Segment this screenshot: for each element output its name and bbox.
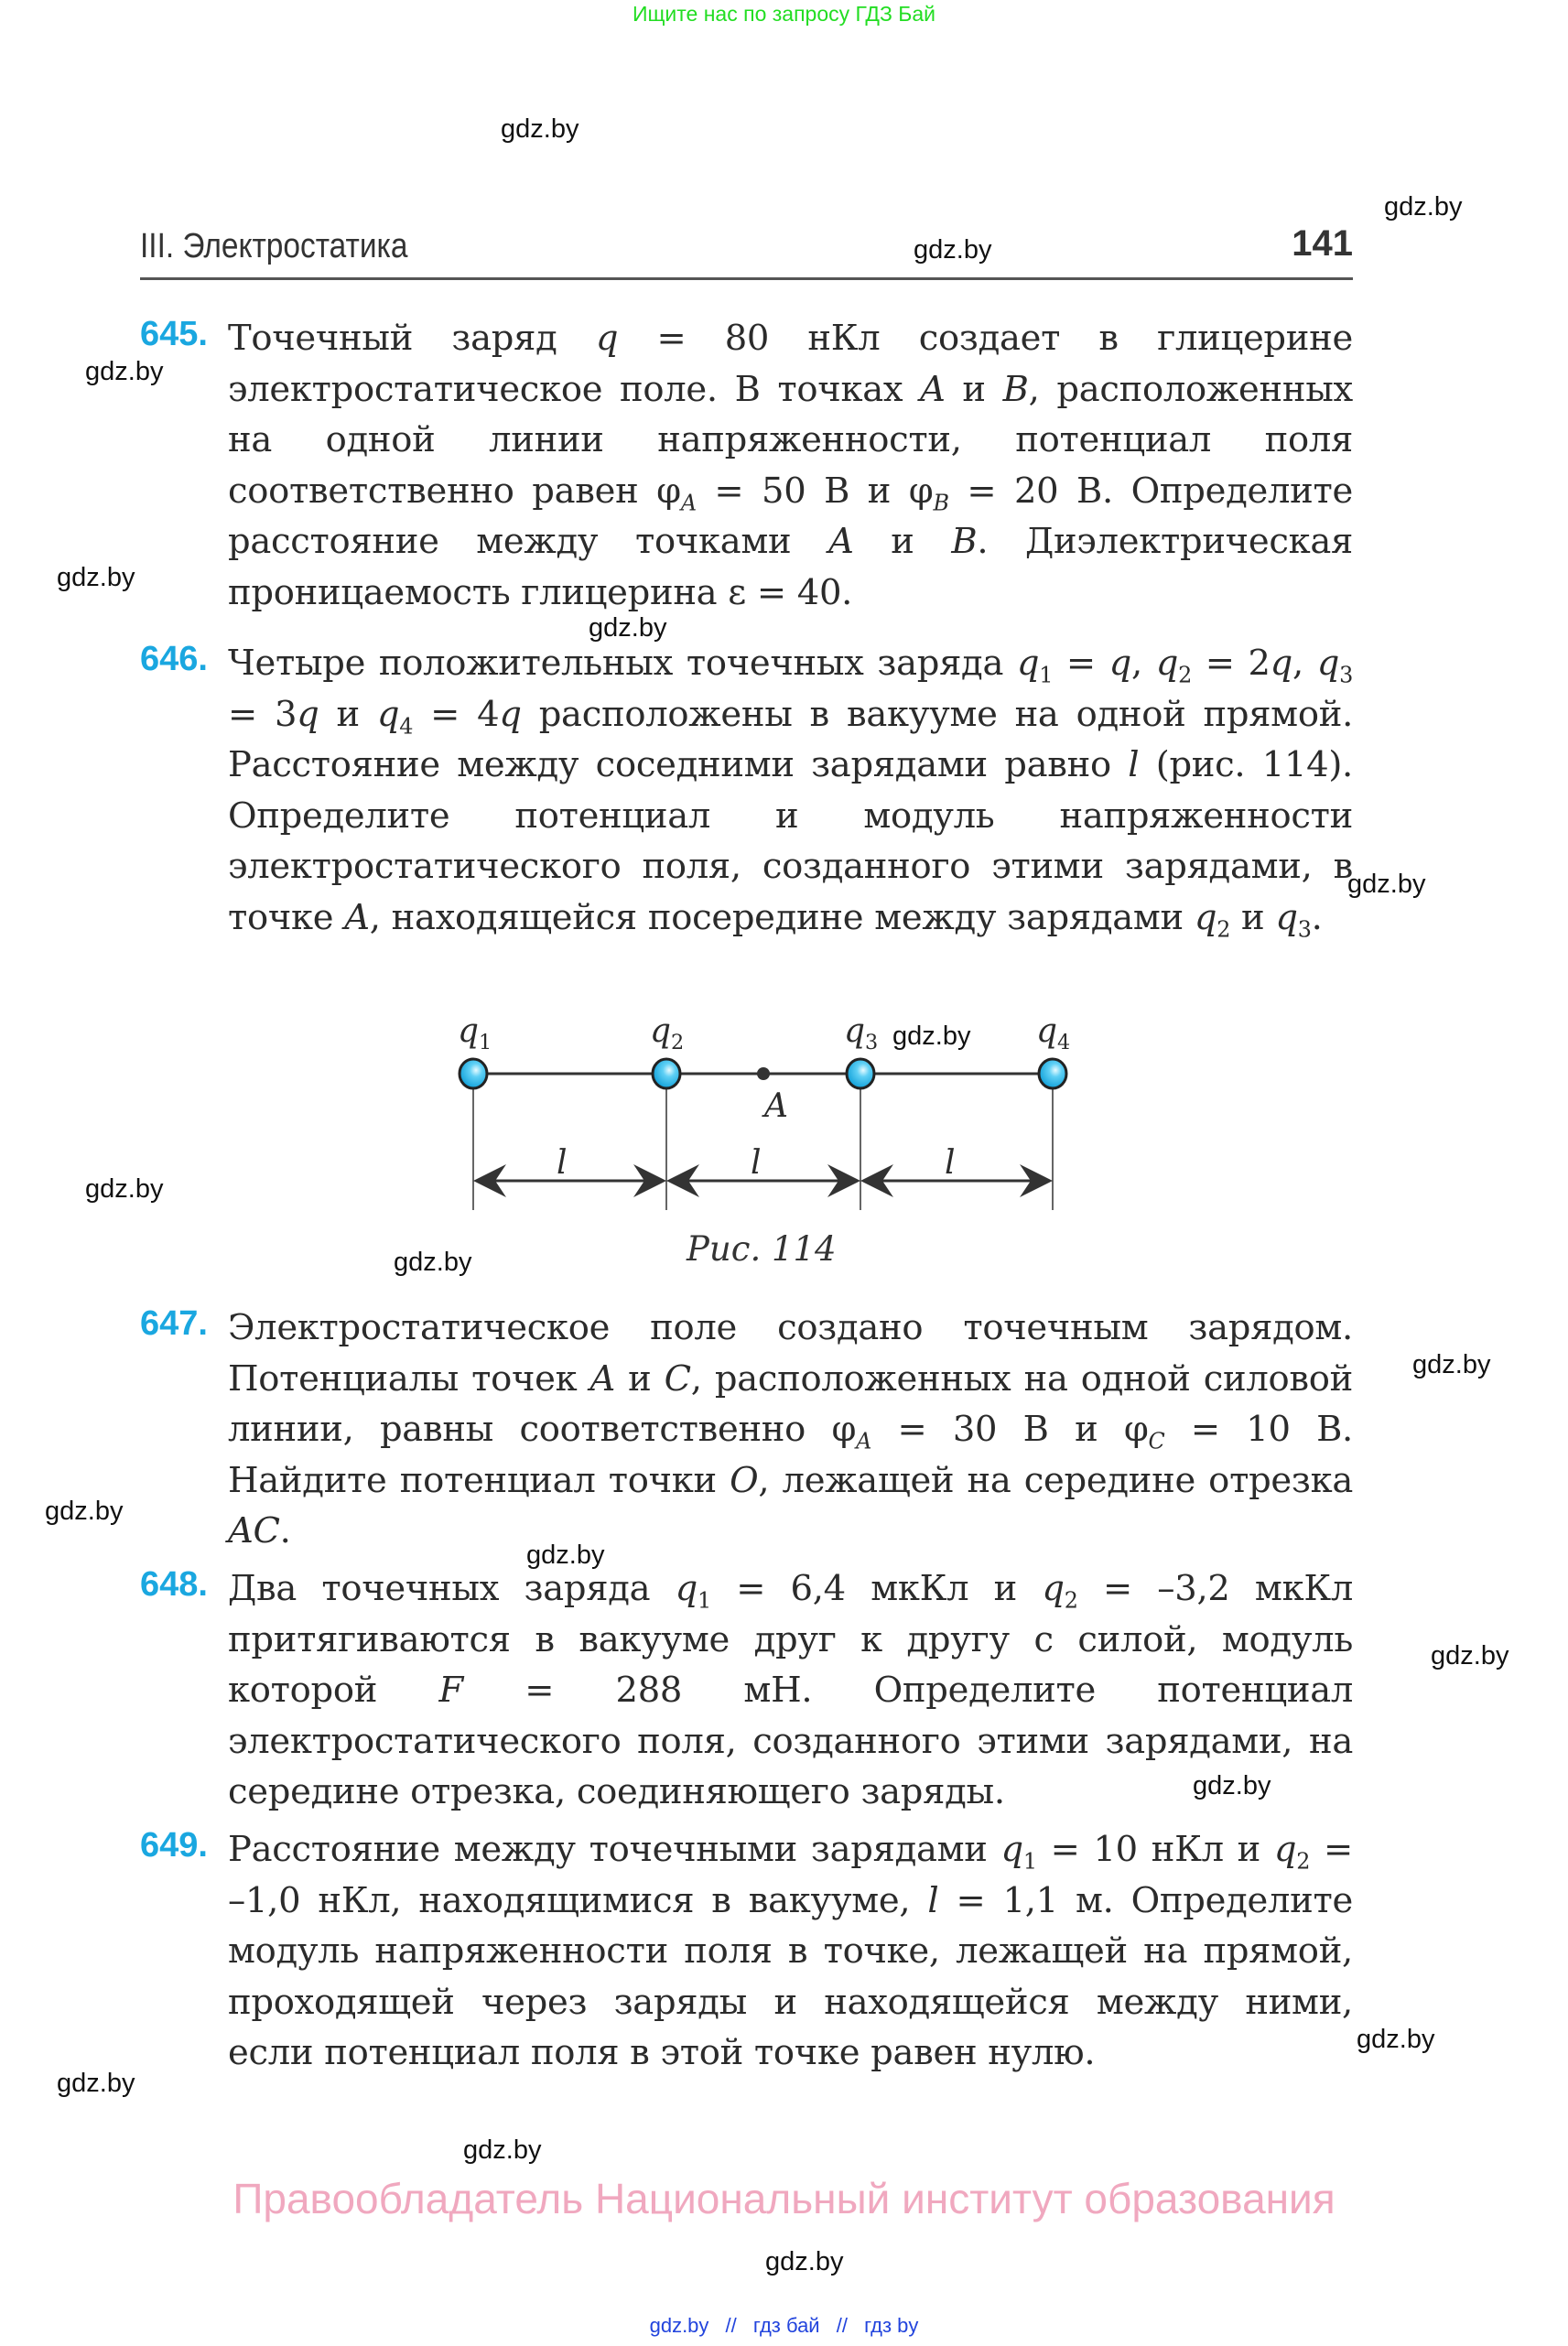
footer-link-gdz-by-cyr[interactable]: гдз by <box>864 2314 919 2337</box>
problem-647 <box>140 1303 1353 1557</box>
problem-648 <box>140 1563 1353 1818</box>
watermark: gdz.by <box>526 1541 605 1570</box>
watermark: gdz.by <box>85 357 164 386</box>
section-title: III. Электростатика <box>140 227 408 265</box>
figure-watermark: gdz.by <box>892 1022 971 1051</box>
header-watermark: gdz.by <box>914 235 992 265</box>
watermark: gdz.by <box>765 2247 844 2276</box>
watermark: gdz.by <box>1193 1771 1271 1800</box>
watermark: gdz.by <box>589 613 667 643</box>
problem-number: 648. <box>140 1565 208 1604</box>
page-number: 141 <box>1292 223 1353 264</box>
watermark: gdz.by <box>85 1174 164 1204</box>
header-divider <box>140 277 1353 280</box>
footer-separator: // <box>725 2314 737 2337</box>
charge-label-q2: $q_2$ <box>650 1012 685 1054</box>
distance-label: l <box>945 1144 956 1182</box>
problem-649 <box>140 1824 1353 2079</box>
problem-number: 649. <box>140 1826 208 1865</box>
watermark: gdz.by <box>394 1248 472 1277</box>
distance-label: l <box>751 1144 762 1182</box>
problem-text: Четыре положительных точечных заряда $q_1 = q$, $q_2 = 2q$, $q_3 = 3q$ и $q_4 = 4q$ расположены в вакууме на одной прямой. Расстояние между соседними зарядами равно l (рис. 114). Определите потенциал и модуль напряженности электростатического поля, созданного этими зарядами, в точке A, находящейся посередине между зарядами $q_2$ и $q_3$. <box>228 643 1354 942</box>
distance-label: l <box>557 1144 568 1182</box>
figure-caption: Рис. 114 <box>687 1229 837 1269</box>
top-banner: Ищите нас по запросу ГДЗ Бай <box>632 2 936 26</box>
copyright-notice: Правообладатель Национальный институт образования <box>232 2175 1336 2222</box>
problem-text: Расстояние между точечными зарядами $q_1 = 10$ нКл и $q_2 = -1,0$ нКл, находящимися в вакууме, l = 1,1 м. Определите модуль напряженности поля в точке, лежащей на прямой, проходящей через заряды и находящейся между ними, если потенциал поля в этой точке равен нулю. <box>228 1829 1354 2073</box>
footer-link-gdz-by[interactable]: gdz.by <box>649 2314 709 2337</box>
watermark: gdz.by <box>501 114 579 144</box>
watermark: gdz.by <box>1431 1641 1509 1670</box>
problem-645 <box>140 313 1353 618</box>
problem-number: 646. <box>140 640 208 678</box>
footer-link-gdz-bai[interactable]: гдз бай <box>752 2314 820 2337</box>
problem-646 <box>140 638 1353 943</box>
watermark: gdz.by <box>45 1497 124 1526</box>
charge-label-q3: $q_3$ <box>844 1012 879 1054</box>
point-a-label: A <box>764 1087 788 1125</box>
watermark: gdz.by <box>57 2069 135 2098</box>
problem-text: Точечный заряд q = 80 нКл создает в глицерине электростатическое поле. В точках A и B, расположенных на одной линии напряженности, потенциал поля соответственно равен $\varphi_A = 50$ В и $\varphi_B = 20$ В. Определите расстояние между точками A и B. Диэлектрическая проницаемость глицерина ε = 40. <box>228 318 1353 613</box>
watermark: gdz.by <box>1412 1350 1491 1379</box>
charge-label-q4: $q_4$ <box>1036 1012 1071 1054</box>
watermark: gdz.by <box>463 2135 542 2165</box>
watermark: gdz.by <box>57 563 135 592</box>
point-a-dot <box>757 1067 770 1080</box>
watermark: gdz.by <box>1357 2025 1435 2054</box>
problem-number: 645. <box>140 315 208 353</box>
watermark: gdz.by <box>1384 192 1463 222</box>
watermark: gdz.by <box>1347 870 1426 899</box>
problem-text: Два точечных заряда $q_1 = 6,4$ мкКл и $q_2 = -3,2$ мкКл притягиваются в вакууме друг к другу с силой, модуль которой F = 288 мН. Определите потенциал электростатического поля, созданного этими зарядами, на середине отрезка, соединяющего заряды. <box>228 1568 1354 1812</box>
footer-separator: // <box>836 2314 848 2337</box>
footer-links <box>0 2314 1568 2338</box>
problem-text: Электростатическое поле создано точечным зарядом. Потенциалы точек A и C, расположенных на одной силовой линии, равны соответственно $\varphi_A = 30$ В и $\varphi_C = 10$ В. Найдите потенциал точки O, лежащей на середине отрезка AC. <box>228 1307 1354 1551</box>
problem-number: 647. <box>140 1304 208 1343</box>
charge-label-q1: $q_1$ <box>458 1012 492 1054</box>
